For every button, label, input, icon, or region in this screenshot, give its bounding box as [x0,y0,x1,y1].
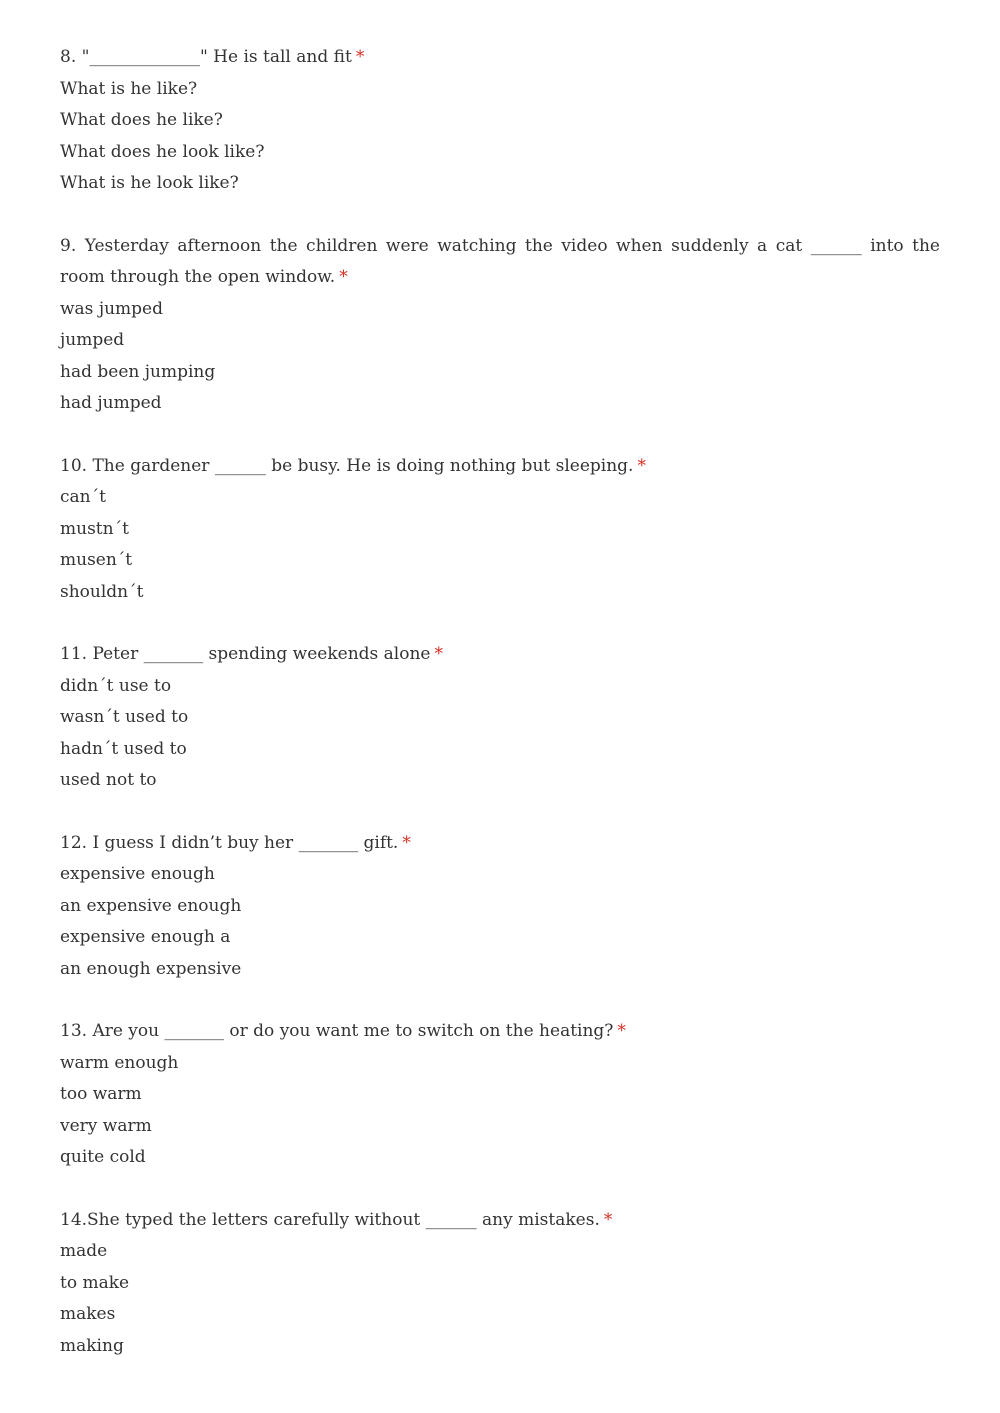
answer-option[interactable]: made [60,1241,108,1261]
answer-option[interactable]: mustn´t [60,518,129,539]
option-list [60,1236,940,1362]
option-list [60,294,940,420]
answer-option[interactable]: What is he like? [60,78,198,99]
answer-option[interactable]: hadn´t used to [60,738,187,759]
question-10 [60,451,940,609]
question-text: 12. I guess I didn’t buy her _______ gift. [60,832,399,853]
answer-option[interactable]: had been jumping [60,361,216,382]
required-marker: * [355,47,365,67]
answer-option[interactable]: shouldn´t [60,581,144,602]
option-list [60,74,940,200]
option-list [60,482,940,608]
answer-option[interactable]: makes [60,1304,116,1324]
answer-option[interactable]: warm enough [60,1052,179,1073]
answer-option[interactable]: jumped [60,330,125,350]
question-prompt [60,1016,940,1048]
question-13 [60,1016,940,1174]
answer-option[interactable]: can´t [60,487,106,507]
option-list [60,859,940,985]
question-text: 14.She typed the letters carefully without ______ any mistakes. [60,1209,600,1230]
answer-option[interactable]: making [60,1335,124,1356]
option-list [60,671,940,797]
answer-option[interactable]: musen´t [60,550,133,570]
question-text: 13. Are you _______ or do you want me to switch on the heating? [60,1021,614,1041]
answer-option[interactable]: expensive enough a [60,927,231,947]
answer-option[interactable]: an expensive enough [60,895,242,916]
answer-option[interactable]: What does he like? [60,110,223,130]
answer-option[interactable]: expensive enough [60,864,215,884]
question-14 [60,1205,940,1363]
quiz-page [60,42,940,1393]
answer-option[interactable]: to make [60,1272,130,1293]
answer-option[interactable]: had jumped [60,393,162,413]
answer-option[interactable]: was jumped [60,298,163,319]
required-marker: * [339,267,348,287]
question-prompt [60,1205,940,1237]
answer-option[interactable]: didn´t use to [60,675,172,696]
question-prompt [60,231,940,294]
answer-option[interactable]: wasn´t used to [60,707,189,727]
required-marker: * [617,1021,626,1041]
question-11 [60,639,940,797]
question-text: 10. The gardener ______ be busy. He is doing nothing but sleeping. [60,455,634,476]
question-8 [60,42,940,200]
question-12 [60,828,940,986]
question-text: 11. Peter _______ spending weekends alone [60,644,431,664]
question-prompt [60,42,940,74]
answer-option[interactable]: too warm [60,1084,142,1104]
required-marker: * [402,832,411,853]
question-prompt [60,828,940,860]
answer-option[interactable]: What does he look like? [60,141,265,162]
required-marker: * [434,644,443,664]
answer-option[interactable]: quite cold [60,1147,146,1167]
answer-option[interactable]: used not to [60,770,157,790]
question-9 [60,231,940,420]
question-text: 9. Yesterday afternoon the children were watching the video when suddenly a cat ______ into the room through the open window. [60,235,940,287]
question-prompt [60,451,940,483]
required-marker: * [637,455,646,476]
required-marker: * [603,1209,613,1230]
answer-option[interactable]: an enough expensive [60,958,242,979]
option-list [60,1048,940,1174]
question-prompt [60,639,940,671]
answer-option[interactable]: very warm [60,1115,152,1136]
question-text: 8. "_____________" He is tall and fit [60,47,352,67]
answer-option[interactable]: What is he look like? [60,173,239,193]
